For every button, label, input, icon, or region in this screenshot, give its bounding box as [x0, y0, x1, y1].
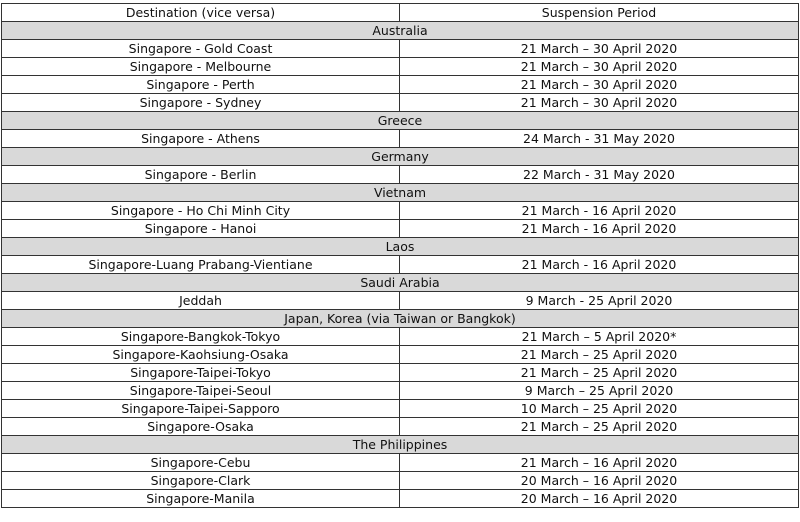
table-row: [2, 166, 799, 184]
period-cell: 21 March – 30 April 2020: [400, 94, 799, 112]
destination-cell: Singapore - Ho Chi Minh City: [2, 202, 400, 220]
destination-cell: Singapore-Luang Prabang-Vientiane: [2, 256, 400, 274]
country-group-label: Laos: [2, 238, 799, 256]
period-cell: 9 March – 25 April 2020: [400, 382, 799, 400]
table-row: [2, 328, 799, 346]
country-group-row: [2, 274, 799, 292]
destination-cell: Singapore - Berlin: [2, 166, 400, 184]
country-group-label: Australia: [2, 22, 799, 40]
country-group-row: [2, 22, 799, 40]
country-group-label: Japan, Korea (via Taiwan or Bangkok): [2, 310, 799, 328]
table-row: [2, 382, 799, 400]
table-row: [2, 58, 799, 76]
table-row: [2, 364, 799, 382]
table-row: [2, 454, 799, 472]
destination-cell: Singapore-Cebu: [2, 454, 400, 472]
table-row: [2, 472, 799, 490]
period-cell: 21 March - 16 April 2020: [400, 202, 799, 220]
country-group-label: The Philippines: [2, 436, 799, 454]
country-group-label: Saudi Arabia: [2, 274, 799, 292]
suspension-table: [1, 3, 799, 508]
destination-cell: Singapore - Gold Coast: [2, 40, 400, 58]
destination-cell: Singapore-Manila: [2, 490, 400, 508]
destination-cell: Singapore-Clark: [2, 472, 400, 490]
period-cell: 20 March – 16 April 2020: [400, 472, 799, 490]
destination-cell: Singapore-Taipei-Tokyo: [2, 364, 400, 382]
destination-header: Destination (vice versa): [2, 4, 400, 22]
period-cell: 20 March – 16 April 2020: [400, 490, 799, 508]
period-cell: 21 March – 30 April 2020: [400, 76, 799, 94]
destination-cell: Singapore-Taipei-Sapporo: [2, 400, 400, 418]
table-row: [2, 490, 799, 508]
destination-cell: Jeddah: [2, 292, 400, 310]
destination-cell: Singapore-Taipei-Seoul: [2, 382, 400, 400]
destination-cell: Singapore - Melbourne: [2, 58, 400, 76]
country-group-label: Germany: [2, 148, 799, 166]
period-cell: 21 March – 30 April 2020: [400, 40, 799, 58]
country-group-label: Greece: [2, 112, 799, 130]
table-row: [2, 202, 799, 220]
period-cell: 21 March – 25 April 2020: [400, 364, 799, 382]
table-row: [2, 400, 799, 418]
country-group-row: [2, 112, 799, 130]
period-cell: 21 March – 30 April 2020: [400, 58, 799, 76]
period-cell: 10 March – 25 April 2020: [400, 400, 799, 418]
destination-cell: Singapore-Osaka: [2, 418, 400, 436]
period-cell: 22 March - 31 May 2020: [400, 166, 799, 184]
period-cell: 24 March - 31 May 2020: [400, 130, 799, 148]
destination-cell: Singapore-Bangkok-Tokyo: [2, 328, 400, 346]
period-cell: 21 March – 5 April 2020*: [400, 328, 799, 346]
period-cell: 21 March – 25 April 2020: [400, 346, 799, 364]
table-row: [2, 346, 799, 364]
country-group-row: [2, 148, 799, 166]
country-group-row: [2, 238, 799, 256]
table-row: [2, 292, 799, 310]
destination-cell: Singapore-Kaohsiung-Osaka: [2, 346, 400, 364]
destination-cell: Singapore - Athens: [2, 130, 400, 148]
period-cell: 21 March - 16 April 2020: [400, 220, 799, 238]
header-row: [2, 4, 799, 22]
country-group-row: [2, 310, 799, 328]
period-cell: 21 March - 16 April 2020: [400, 256, 799, 274]
table-row: [2, 76, 799, 94]
destination-cell: Singapore - Hanoi: [2, 220, 400, 238]
period-header: Suspension Period: [400, 4, 799, 22]
table-body: [2, 22, 799, 508]
period-cell: 21 March – 16 April 2020: [400, 454, 799, 472]
country-group-row: [2, 184, 799, 202]
destination-cell: Singapore - Sydney: [2, 94, 400, 112]
table-row: [2, 130, 799, 148]
table-row: [2, 40, 799, 58]
country-group-label: Vietnam: [2, 184, 799, 202]
table-row: [2, 256, 799, 274]
table-row: [2, 220, 799, 238]
destination-cell: Singapore - Perth: [2, 76, 400, 94]
table-row: [2, 418, 799, 436]
period-cell: 21 March – 25 April 2020: [400, 418, 799, 436]
country-group-row: [2, 436, 799, 454]
table-row: [2, 94, 799, 112]
period-cell: 9 March - 25 April 2020: [400, 292, 799, 310]
